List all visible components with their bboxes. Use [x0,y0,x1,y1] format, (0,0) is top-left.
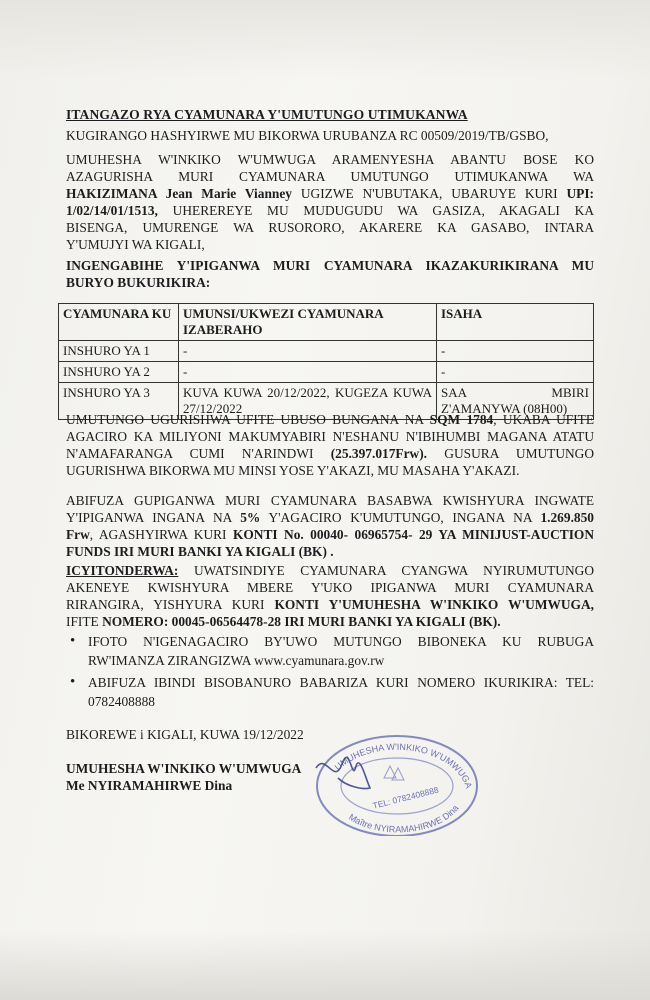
page-shadow-top [0,0,650,80]
place-date-line: BIKOREWE i KIGALI, KUWA 19/12/2022 [66,727,304,742]
stamp-tel: TEL: 0782408888 [371,784,440,811]
stamp-emblem-icon [384,766,404,780]
table-header-row [59,304,594,341]
cell-round: INSHURO YA 1 [59,341,179,362]
cell-round: INSHURO YA 2 [59,362,179,383]
cell-time: - [437,362,594,383]
signature-icon [316,757,370,788]
auction-schedule-table [58,303,594,420]
stamp-bottom-text: Maître NYIRAMAHIRWE Dina [347,803,461,835]
cell-date: - [179,362,437,383]
list-item: • ABIFUZA IBINDI BISOBANURO BABARIZA KURI NOMERO IKURIKIRA: TEL: 0782408888 [70,674,594,709]
header-round: CYAMUNARA KU [59,304,179,341]
deposit-paragraph: ABIFUZA GUPIGANWA MURI CYAMUNARA BASABWA KWISHYURA INGWATE Y'IPIGANWA INGANA NA 5% Y'AGACIRO K'UMUTUNGO, INGANA NA 1.269.850 Frw, AGASHYIRWA KURI KONTI No. 00040- 06965754- 29 YA MINIJUST-AUCTION FUNDS IRI MURI BANKI YA KIGALI (BK) . [66,493,595,559]
signatory-role: UMUHESHA W'INKIKO W'UMWUGA [66,761,302,776]
cell-date: - [179,341,437,362]
signatory-name: Me NYIRAMAHIRWE Dina [66,778,233,793]
header-time: ISAHA [437,304,594,341]
notice-paragraph: ICYITONDERWA: UWATSINDIYE CYAMUNARA CYANGWA NYIRUMUTUNGO AKENEYE KWISHYURA MBERE Y'UKO IPIGANWA MURI CYAMUNARA RIRANGIRA, YISHYURA KURI KONTI Y'UMUHESHA W'INKIKO W'UMWUGA, IFITE NOMERO: 00045-06564478-28 IRI MURI BANKI YA KIGALI (BK). [66,563,594,629]
schedule-heading: INGENGABIHE Y'IPIGANWA MURI CYAMUNARA IKAZAKURIKIRANA MU BURYO BUKURIKIRA: [66,258,594,290]
header-date: UMUNSI/UKWEZI CYAMUNARA IZABERAHO [179,304,437,341]
table-row [59,362,594,383]
cell-round: INSHURO YA 3 [59,383,179,420]
cell-time: - [437,341,594,362]
svg-text:Maître NYIRAMAHIRWE Dina [347,803,460,834]
table-row [59,341,594,362]
document-title: ITANGAZO RYA CYAMUNARA Y'UMUTUNGO UTIMUKANWA [66,107,468,122]
property-paragraph: UMUTUNGO UGURISHWA UFITE UBUSO BUNGANA NA SQM 1784, UKABA UFITE AGACIRO KA MILIYONI MAKUMYABIRI N'ESHANU N'IBIHUMBI MAGANA ATATU N'AMAFARANGA CUMI N'ARINDWI (25.397.017Frw). GUSURA UMUTUNGO UGURISHWA BIKORWA MU MINSI YOSE Y'AKAZI, MU MASAHA Y'AKAZI. [66,412,595,478]
official-stamp [312,728,482,836]
stamp-top-text: UMUHESHA W'INKIKO W'UMWUGA [332,741,474,790]
list-item: • IFOTO N'IGENAGACIRO BY'UWO MUTUNGO BIBONEKA KU RUBUGA RW'IMANZA ZIRANGIZWA www.cyamunara.gov.rw [70,633,594,668]
bullet-icon: • [70,674,76,690]
cell-time: SAA MBIRI Z'AMANYWA (08H00) [437,383,594,420]
cell-date: KUVA KUWA 20/12/2022, KUGEZA KUWA 27/12/2022 [179,383,437,420]
page-shadow-bottom [0,930,650,1000]
intro-paragraph: UMUHESHA W'INKIKO W'UMWUGA ARAMENYESHA ABANTU BOSE KO AZAGURISHA MURI CYAMUNARA UMUTUNGO UTIMUKANWA WA HAKIZIMANA Jean Marie Vianney UGIZWE N'UBUTAKA, UBARUYE KURI UPI: 1/02/14/01/1513, UHEREREYE MU MUDUGUDU WA GASIZA, AKAGALI KA BISENGA, UMURENGE WA RUSORORO, AKARERE KA GASABO, INTARA Y'UMUJYI WA KIGALI, [66,152,594,252]
bullet-icon: • [70,633,76,649]
info-bullet-list [66,632,594,714]
document-subtitle: KUGIRANGO HASHYIRWE MU BIKORWA URUBANZA RC 00509/2019/TB/GSBO, [66,128,549,143]
